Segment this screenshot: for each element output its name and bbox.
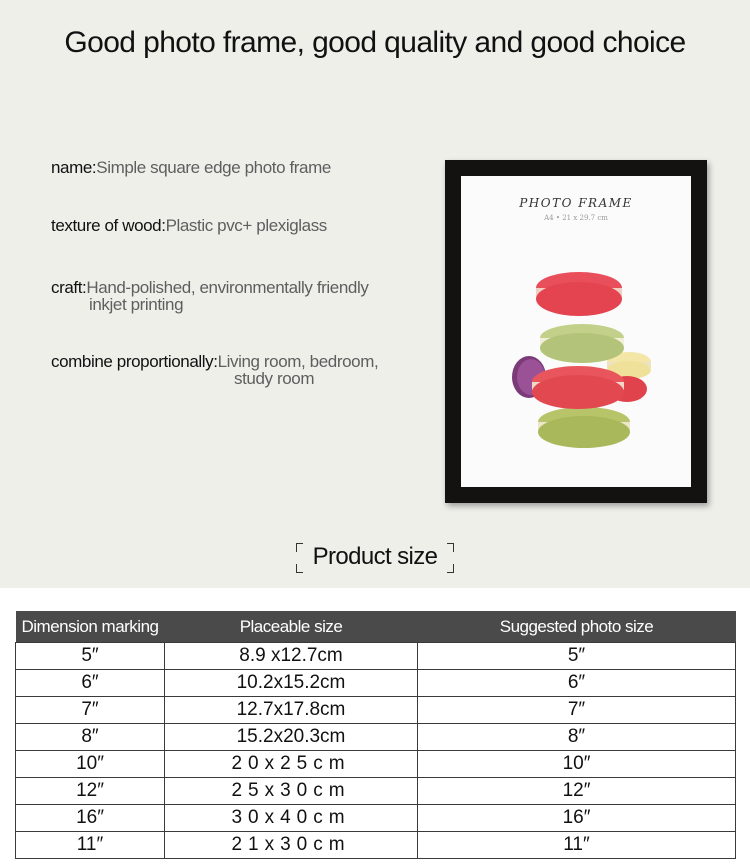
spec-name-value: Simple square edge photo frame bbox=[96, 158, 331, 177]
cell-dimension: 8″ bbox=[16, 724, 165, 751]
cell-dimension: 12″ bbox=[16, 778, 165, 805]
header-dimension-marking: Dimension marking bbox=[16, 611, 165, 643]
cell-placeable: 30x40cm bbox=[165, 805, 418, 832]
table-row bbox=[16, 805, 736, 832]
cell-dimension: 16″ bbox=[16, 805, 165, 832]
cell-suggested: 16″ bbox=[418, 805, 736, 832]
table-row bbox=[16, 724, 736, 751]
cell-dimension: 7″ bbox=[16, 697, 165, 724]
cell-suggested: 11″ bbox=[418, 832, 736, 859]
cell-suggested: 12″ bbox=[418, 778, 736, 805]
cell-suggested: 7″ bbox=[418, 697, 736, 724]
table-row bbox=[16, 751, 736, 778]
cell-placeable: 21x30cm bbox=[165, 832, 418, 859]
cell-placeable: 10.2x15.2cm bbox=[165, 670, 418, 697]
header-suggested-photo-size: Suggested photo size bbox=[418, 611, 736, 643]
frame-subtitle: A4 • 21 x 29.7 cm bbox=[544, 214, 608, 222]
cell-placeable: 25x30cm bbox=[165, 778, 418, 805]
cell-placeable: 8.9 x12.7cm bbox=[165, 643, 418, 670]
spec-combine-value-cont: study room bbox=[234, 369, 315, 388]
macaron-stack-illustration bbox=[501, 256, 661, 456]
frame-mat bbox=[461, 176, 691, 487]
spec-craft-key: craft: bbox=[51, 278, 87, 297]
cell-suggested: 10″ bbox=[418, 751, 736, 778]
size-table bbox=[15, 611, 736, 859]
spec-name bbox=[51, 159, 331, 176]
photo-frame-image bbox=[445, 160, 707, 503]
spec-combine-value: Living room, bedroom, bbox=[217, 352, 379, 371]
spec-craft bbox=[51, 279, 368, 313]
cell-dimension: 11″ bbox=[16, 832, 165, 859]
header-placeable-size: Placeable size bbox=[165, 611, 418, 643]
spec-texture-value: Plastic pvc+ plexiglass bbox=[165, 216, 327, 235]
cell-dimension: 10″ bbox=[16, 751, 165, 778]
spec-craft-value: Hand-polished, environmentally friendly bbox=[86, 278, 369, 297]
spec-craft-value-cont: inkjet printing bbox=[89, 295, 184, 314]
spec-name-key: name: bbox=[51, 158, 97, 177]
spec-combine bbox=[51, 353, 378, 387]
table-row bbox=[16, 697, 736, 724]
cell-suggested: 6″ bbox=[418, 670, 736, 697]
cell-placeable: 12.7x17.8cm bbox=[165, 697, 418, 724]
spec-texture-key: texture of wood: bbox=[51, 216, 166, 235]
spec-combine-key: combine proportionally: bbox=[51, 352, 218, 371]
table-row bbox=[16, 643, 736, 670]
headline: Good photo frame, good quality and good choice bbox=[64, 26, 686, 59]
cell-placeable: 20x25cm bbox=[165, 751, 418, 778]
product-size-heading bbox=[296, 541, 454, 573]
spec-texture bbox=[51, 217, 327, 234]
cell-placeable: 15.2x20.3cm bbox=[165, 724, 418, 751]
table-row bbox=[16, 832, 736, 859]
table-header-row bbox=[16, 611, 736, 643]
table-row bbox=[16, 670, 736, 697]
cell-dimension: 6″ bbox=[16, 670, 165, 697]
cell-dimension: 5″ bbox=[16, 643, 165, 670]
frame-title: PHOTO FRAME bbox=[519, 196, 633, 210]
table-row bbox=[16, 778, 736, 805]
product-size-label: Product size bbox=[312, 543, 438, 570]
cell-suggested: 5″ bbox=[418, 643, 736, 670]
cell-suggested: 8″ bbox=[418, 724, 736, 751]
